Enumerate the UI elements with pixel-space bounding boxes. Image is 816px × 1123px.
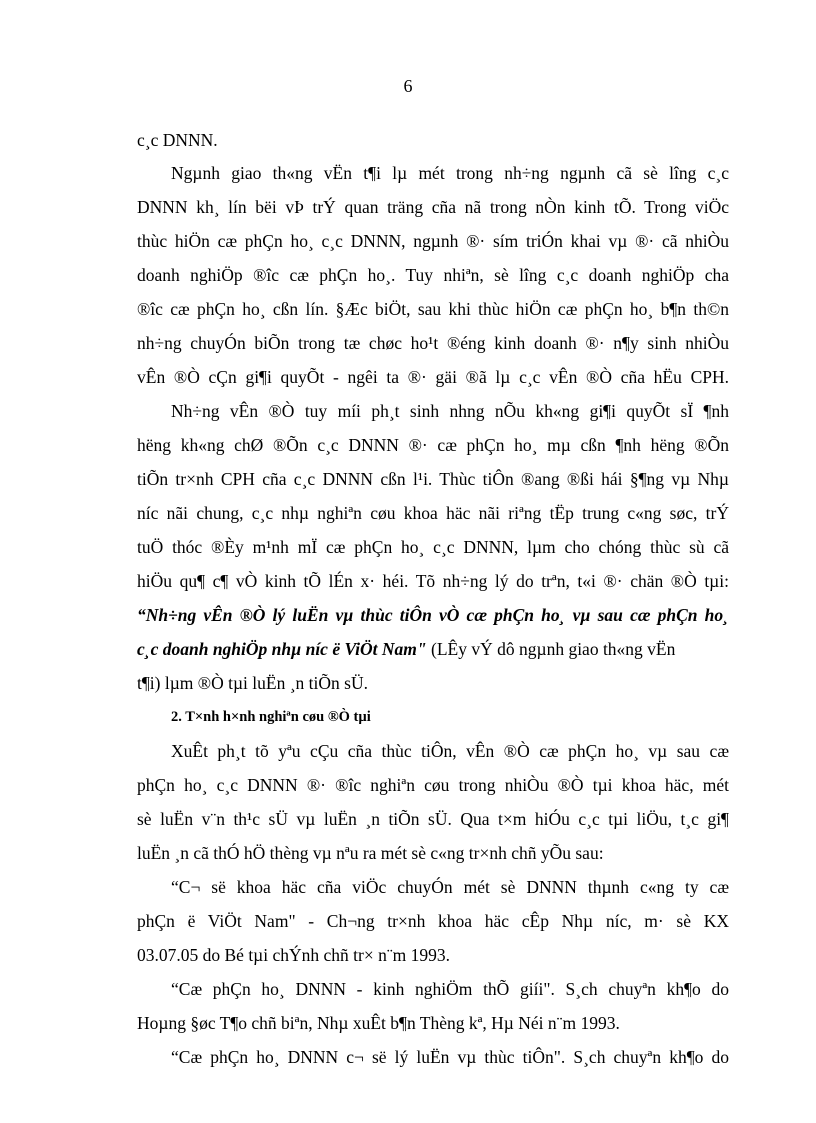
text-line: ®îc cæ phÇn ho¸ cßn lín. §Æc biÖt, sau khi thùc hiÖn cæ phÇn ho¸ b¶n th©n	[137, 299, 729, 319]
thesis-title-line-2	[137, 639, 729, 660]
text-line: vÊn ®Ò cÇn gi¶i quyÕt - ngêi ta ®· gäi ®ã lµ c¸c vÊn ®Ò cña hËu CPH.	[137, 367, 729, 387]
text-line: thùc hiÖn cæ phÇn ho¸ c¸c DNNN, ngµnh ®· sím triÓn khai vµ ®· cã nhiÒu	[137, 231, 729, 251]
paragraph-first-line: Ngµnh giao th«ng vËn t¶i lµ mét trong nh÷ng ngµnh cã sè lîng c¸c	[171, 163, 729, 183]
text-line: Hoµng §øc T¶o chñ biªn, Nhµ xuÊt b¶n Thèng kª, Hµ Néi n¨m 1993.	[137, 1013, 620, 1033]
paragraph-first-line: XuÊt ph¸t tõ yªu cÇu cña thùc tiÔn, vÊn ®Ò cæ phÇn ho¸ vµ sau cæ	[171, 741, 729, 761]
text-line: tuÖ thóc ®Èy m¹nh mÏ cæ phÇn ho¸ c¸c DNNN, lµm cho chóng thùc sù cã	[137, 537, 729, 557]
text-line: phÇn ë ViÖt Nam" - Ch¬ng tr×nh khoa häc cÊp Nhµ níc, m· sè KX	[137, 911, 729, 931]
paragraph-first-line: “Cæ phÇn ho¸ DNNN - kinh nghiÖm thÕ giíi". S¸ch chuyªn kh¶o do	[171, 979, 729, 999]
text-line: hiÖu qu¶ c¶ vÒ kinh tÕ lÉn x· héi. Tõ nh÷ng lý do trªn, t«i ®· chän ®Ò tµi:	[137, 571, 729, 591]
paragraph-first-line: “C¬ së khoa häc cña viÖc chuyÓn mét sè DNNN thµnh c«ng ty cæ	[171, 877, 729, 897]
text-line: DNNN kh¸ lín bëi vÞ trÝ quan träng cña nã trong nÒn kinh tÕ. Trong viÖc	[137, 197, 729, 217]
text-line: luËn ¸n cã thÓ hÖ thèng vµ nªu ra mét sè c«ng tr×nh chñ yÕu sau:	[137, 843, 604, 863]
page-number: 6	[403, 76, 413, 96]
section-heading: 2. T×nh h×nh nghiªn cøu ®Ò tµi	[171, 709, 371, 725]
text-line: t¶i) lµm ®Ò tµi luËn ¸n tiÕn sÜ.	[137, 673, 368, 693]
text-line: doanh nghiÖp ®îc cæ phÇn ho¸. Tuy nhiªn, sè lîng c¸c doanh nghiÖp cha	[137, 265, 729, 285]
text-line: níc nãi chung, c¸c nhµ nghiªn cøu khoa häc nãi riªng tËp trung c«ng søc, trÝ	[137, 503, 729, 523]
text-line: sè luËn v¨n th¹c sÜ vµ luËn ¸n tiÕn sÜ. Qua t×m hiÓu c¸c tµi liÖu, t¸c gi¶	[137, 809, 729, 829]
paragraph-first-line: Nh÷ng vÊn ®Ò tuy míi ph¸t sinh nhng nÕu kh«ng gi¶i quyÕt sÏ ¶nh	[171, 401, 729, 421]
thesis-title-end: c¸c doanh nghiÖp nhµ níc ë ViÖt Nam"	[137, 639, 427, 659]
text-line: nh÷ng chuyÓn biÕn trong tæ chøc ho¹t ®éng kinh doanh ®· n¶y sinh nhiÒu	[137, 333, 729, 353]
thesis-title-line: “Nh÷ng vÊn ®Ò lý luËn vµ thùc tiÔn vÒ cæ phÇn ho¸ vµ sau cæ phÇn ho¸	[137, 605, 729, 625]
text-line: 03.07.05 do Bé tµi chÝnh chñ tr× n¨m 1993.	[137, 945, 451, 965]
thesis-title-note: (LÊy vÝ dô ngµnh giao th«ng vËn	[431, 639, 676, 659]
paragraph-first-line: “Cæ phÇn ho¸ DNNN c¬ së lý luËn vµ thùc tiÔn". S¸ch chuyªn kh¶o do	[171, 1047, 729, 1067]
text-line: phÇn ho¸ c¸c DNNN ®· ®îc nghiªn cøu trong nhiÒu ®Ò tµi khoa häc, mét	[137, 775, 729, 795]
text-line: c¸c DNNN.	[137, 130, 218, 150]
text-line: hëng kh«ng chØ ®Õn c¸c DNNN ®· cæ phÇn ho¸ mµ cßn ¶nh hëng ®Õn	[137, 435, 729, 455]
text-line: tiÕn tr×nh CPH cña c¸c DNNN cßn l¹i. Thùc tiÔn ®ang ®ßi hái §¶ng vµ Nhµ	[137, 469, 729, 489]
